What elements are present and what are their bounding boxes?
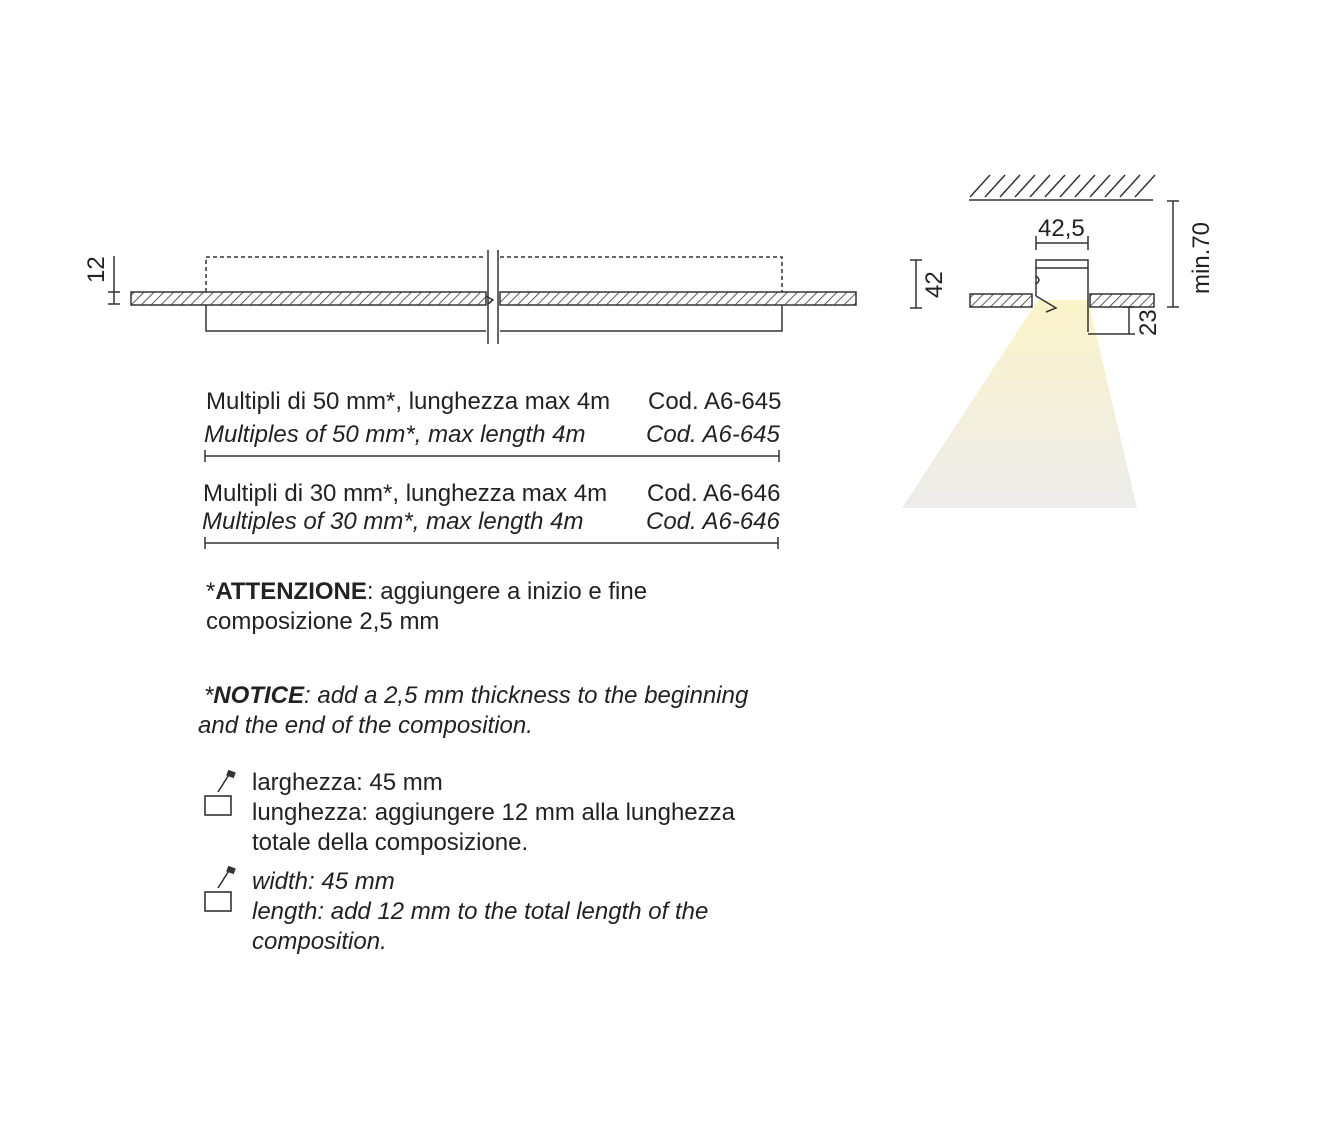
dim-42-label: 42 — [921, 271, 948, 298]
option-1-en-code: Cod. A6-645 — [646, 421, 780, 448]
panel-left — [131, 292, 486, 305]
attention-note: *ATTENZIONE: aggiungere a inizio e fine composizione 2,5 mm — [206, 578, 648, 635]
notice-note: *NOTICE: add a 2,5 mm thickness to the beginning and the end of the composition. — [198, 682, 749, 739]
cutout-icon — [204, 770, 236, 820]
dim-42-5-label: 42,5 — [1038, 215, 1085, 242]
option-1-it — [206, 388, 610, 416]
cutout-en-text: width: 45 mm length: add 12 mm to the total length of the composition. — [252, 868, 709, 955]
option-1-en-text: Multiples of 50 mm*, max length 4m — [204, 421, 586, 448]
option-2-en-code: Cod. A6-646 — [646, 508, 780, 535]
attention-label: ATTENZIONE — [215, 578, 367, 605]
panel-section-left — [970, 294, 1032, 307]
option-1-it-code: Cod. A6-645 — [648, 388, 782, 415]
dim-23-label: 23 — [1135, 309, 1162, 336]
option-2-it-code: Cod. A6-646 — [647, 480, 781, 507]
panel-right — [500, 292, 856, 305]
cutout-it-text: larghezza: 45 mm lunghezza: aggiungere 12 mm alla lunghezza totale della composizione. — [252, 769, 735, 856]
profile-hidden-outline — [206, 257, 486, 292]
profile-lower-body — [206, 305, 486, 331]
cutout-icon — [204, 866, 236, 916]
ceiling-hatch — [970, 175, 1155, 197]
option-2-en-text: Multiples of 30 mm*, max length 4m — [202, 508, 584, 535]
option-1-it-text: Multipli di 50 mm*, lunghezza max 4m — [206, 388, 611, 415]
dim-min70-label: min.70 — [1188, 221, 1215, 294]
option-2-it-text: Multipli di 30 mm*, lunghezza max 4m — [203, 480, 608, 507]
light-beam — [902, 300, 1137, 508]
panel-section-right — [1090, 294, 1154, 307]
notice-label: NOTICE — [213, 682, 305, 709]
dim-12-label: 12 — [83, 256, 110, 283]
side-section-view — [108, 250, 856, 344]
